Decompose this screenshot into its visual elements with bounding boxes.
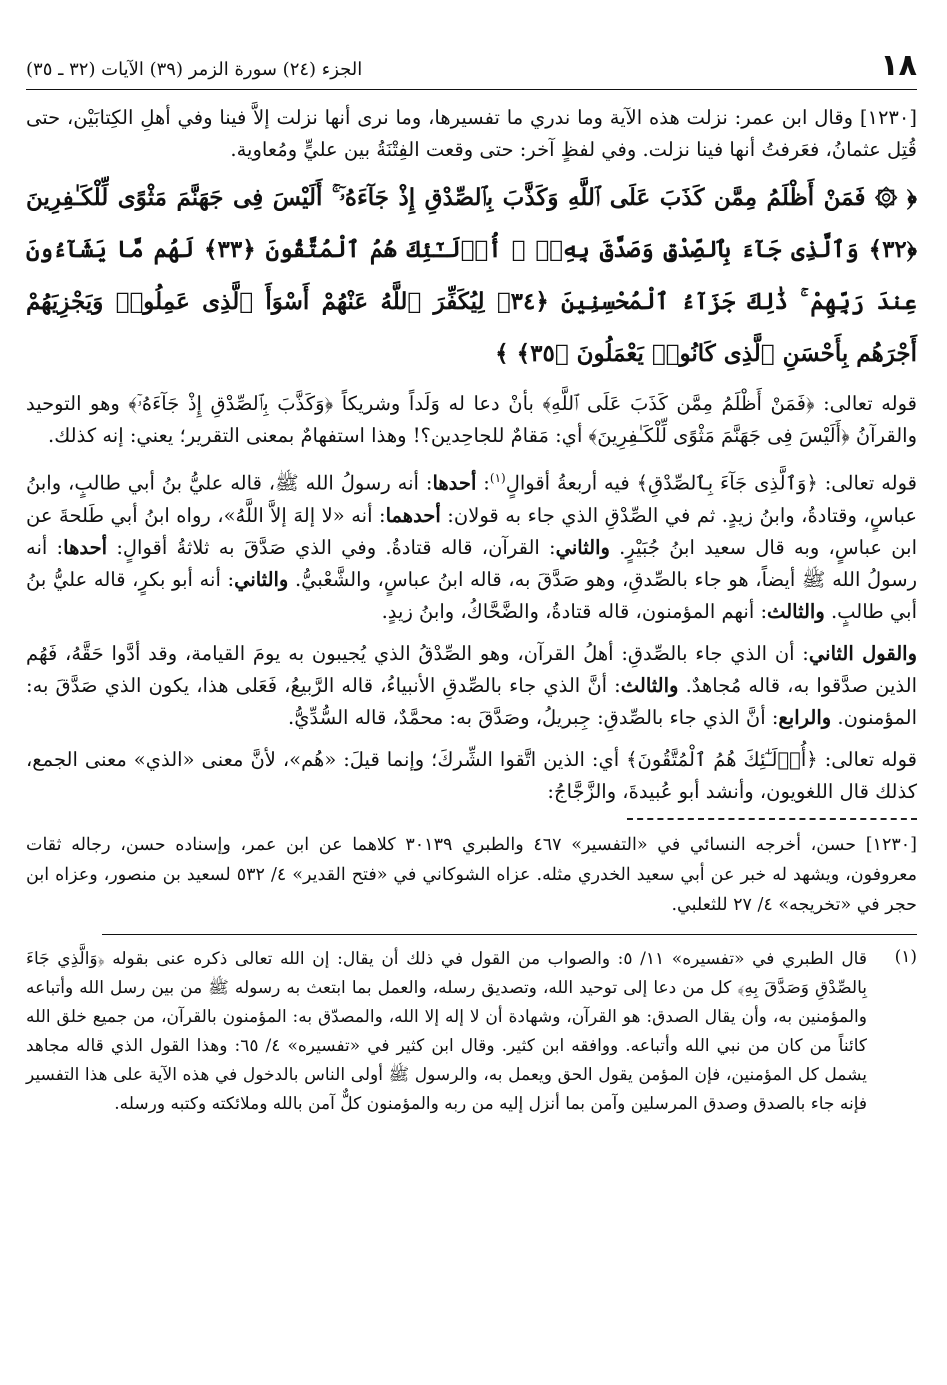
takhrij-divider [627, 818, 917, 820]
page-header [26, 48, 917, 90]
text-run: : أن الذي جاء بالصِّدقِ: أهلُ القرآن، وهو الصِّدْقُ الذي يُجيبون به يومَ القيامة، وقد أدَّوا حَقَّهُ، فَهُم الذين صدَّقوا به، قاله مُجاهدٌ. [26, 641, 918, 697]
text-run: : [476, 471, 490, 495]
quran-verses: ﴿ ۞ فَمَنْ أَظْلَمُ مِمَّن كَذَبَ عَلَى ٱللَّهِ وَكَذَّبَ بِٱلصِّدْقِ إِذْ جَآءَهُۥٓ ۚ أَلَيْسَ فِى جَهَنَّمَ مَثْوًى لِّلْكَـٰفِرِينَ ﴿٣٢﴾ وَٱلَّذِى جَآءَ بِٱلصِّدْقِ وَصَدَّقَ بِهِۦٓ ۙ أُو۟لَـٰٓئِكَ هُمُ ٱلْمُتَّقُونَ ﴿٣٣﴾ لَهُم مَّا يَشَآءُونَ عِندَ رَبِّهِمْ ۚ ذَٰلِكَ جَزَآءُ ٱلْمُحْسِنِينَ ﴿٣٤﴾ لِيُكَفِّرَ ٱللَّهُ عَنْهُمْ أَسْوَأَ ٱلَّذِى عَمِلُوا۟ وَيَجْزِيَهُمْ أَجْرَهُم بِأَحْسَنِ ٱلَّذِى كَانُوا۟ يَعْمَلُونَ ﴿٣٥﴾ ﴾ [26, 184, 918, 367]
bold-label: والثاني [555, 535, 610, 559]
text-run: : أنه رسولُ الله ﷺ أيضاً، هو جاء بالصِّدقِ، وهو صَدَّقَ به، قاله ابنُ عباسٍ، والشَّعْبيُّ. [26, 535, 917, 591]
commentary-paragraph-2 [26, 462, 917, 628]
footnote-divider [102, 934, 917, 935]
takhrij-note: [١٢٣٠] حسن، أخرجه النسائي في «التفسير» ٤٦٧ والطبري ٣٠١٣٩ كلاهما عن ابن عمر، وإسناده حسن، رجاله ثقات معروفون، ويشهد له خبر عن أبي سعيد الخدري مثله. عزاه الشوكاني في «فتح القدير» ٤/ ٥٣٢ لسعيد بن منصور، وعزاه ابن حجر في «تخريجه» ٤/ ٢٧ للثعلبي. [26, 834, 917, 915]
bold-label: أحدها [63, 535, 108, 559]
text-run: : أنهم المؤمنون، قاله قتادةُ، والضَّحَّاكُ، وابنُ زيدٍ. [381, 599, 768, 623]
bold-label: أحدها [432, 471, 477, 495]
footnote-reference[interactable]: (١) [489, 471, 506, 485]
text-run: قوله تعالى: ﴿وَٱلَّذِى جَآءَ بِٱلصِّدْقِ﴾ فيه أربعةُ أقوالٍ [505, 471, 917, 495]
footnote [26, 945, 917, 1119]
footnote-text: قال الطبري في «تفسيره» ١١/ ٥: والصواب من القول في ذلك أن يقال: إن الله تعالى ذكره عنى بقوله ﴿وَالَّذِي جَاءَ بِالصِّدْقِ وَصَدَّقَ بِهِ﴾ كل من دعا إلى توحيد الله، وتصديق رسله، والعمل بما ابتعث به رسوله ﷺ من بين رسل الله وأتباعه والمؤمنين به، وأن يقال الصدق: هو القرآن، وشهادة أن لا إله إلا الله، والمصدّق به: المؤمنون بالقرآن، من جميع خلق الله كائناً من كان من نبي الله وأتباعه. ووافقه ابن كثير. وقال ابن كثير في «تفسيره» ٤/ ٦٥: وهذا القول الذي قاله مجاهد يشمل كل المؤمنين، فإن المؤمن يقول الحق ويعمل به، والرسول ﷺ أولى الناس بالدخول في هذه الآية على هذا التفسير فإنه جاء بالصدق وصدق المرسلين وآمن بما أنزل إليه من ربه والمؤمنون كلٌّ آمن بالله وملائكته وكتبه ورسله. [26, 948, 867, 1114]
bold-label: والثاني [234, 567, 289, 591]
text-run: : أنه رسولُ الله ﷺ، قاله عليُّ بنُ أبي طالبٍ، وابنُ عباسٍ، وقتادةُ، وابنُ زيدٍ. ثم في الصِّدْقِ الذي جاء به قولان: [26, 471, 917, 527]
footnote-number: (١) [894, 946, 917, 967]
text-run: : أنه «لا إلهَ إلاَّ اللَّهُ»، رواه ابنُ أبي طَلحةَ عن ابن عباسٍ، وبه قال سعيد ابنُ جُبَيْرٍ. [26, 503, 917, 559]
commentary-paragraph-1: قوله تعالى: ﴿فَمَنْ أَظْلَمُ مِمَّن كَذَبَ عَلَى ٱللَّهِ﴾ بأنْ دعا له وَلَداً وشريكاً ﴿وَكَذَّبَ بِٱلصِّدْقِ إِذْ جَآءَهُۥٓ﴾ وهو التوحيد والقرآنُ ﴿أَلَيْسَ فِى جَهَنَّمَ مَثْوًى لِّلْكَـٰفِرِينَ﴾ أي: مَقامٌ للجاحِدين؟! وهذا استفهامٌ بمعنى التقرير؛ يعني: إنه كذلك. [26, 392, 917, 447]
text-run: : أنَّ الذي جاء بالصِّدقِ الأنبياءُ، قاله الرَّبيعُ، فَعَلى هذا، يكون الذي صَدَّقَ به: المؤمنون. [26, 673, 917, 729]
narration-1230: [١٢٣٠] وقال ابن عمر: نزلت هذه الآية وما ندري ما تفسيرها، وما نرى أنها نزلت إلاَّ فينا وفي أهلِ الكِتابَيْن، حتى قُتِل عثمانُ، فعَرفتُ أنها فينا نزلت. وفي لفظٍ آخر: حتى وقعت الفِتْنَةُ بين عليٍّ ومُعاوية. [26, 106, 917, 161]
bold-label: والرابع [778, 705, 832, 729]
commentary-paragraph-4: قوله تعالى: ﴿أُو۟لَـٰٓئِكَ هُمُ ٱلْمُتَّقُونَ﴾ أي: الذين اتَّقوا الشِّركَ؛ وإنما قيلَ: «هُم»، لأنَّ معنى «الذي» معنى الجمع، كذلك قال اللغويون، وأنشد أبو عُبيدةَ، والزَّجَّاجُ: [26, 747, 917, 803]
bold-label: والثالث [767, 599, 825, 623]
text-run: : أنَّ الذي جاء بالصِّدقِ: جِبريلُ، وصَدَّقَ به: محمَّدٌ، قاله السُّدِّيُّ. [288, 705, 779, 729]
page-number: ١٨ [880, 48, 917, 83]
text-run: : القرآن، قاله قتادةُ. وفي الذي صَدَّقَ به ثلاثةُ أقوالٍ: [107, 535, 556, 559]
bold-label: والثالث [620, 673, 679, 697]
bold-label: أحدهما [385, 503, 441, 527]
running-head: الجزء (٢٤) سورة الزمر (٣٩) الآيات (٣٢ ـ ٣٥) [26, 59, 363, 80]
bold-label: والقول الثاني [808, 641, 917, 665]
text-run: : أنه أبو بكرٍ، قاله عليُّ بنُ أبي طالبٍ. [26, 567, 917, 623]
commentary-paragraph-3 [26, 638, 917, 734]
